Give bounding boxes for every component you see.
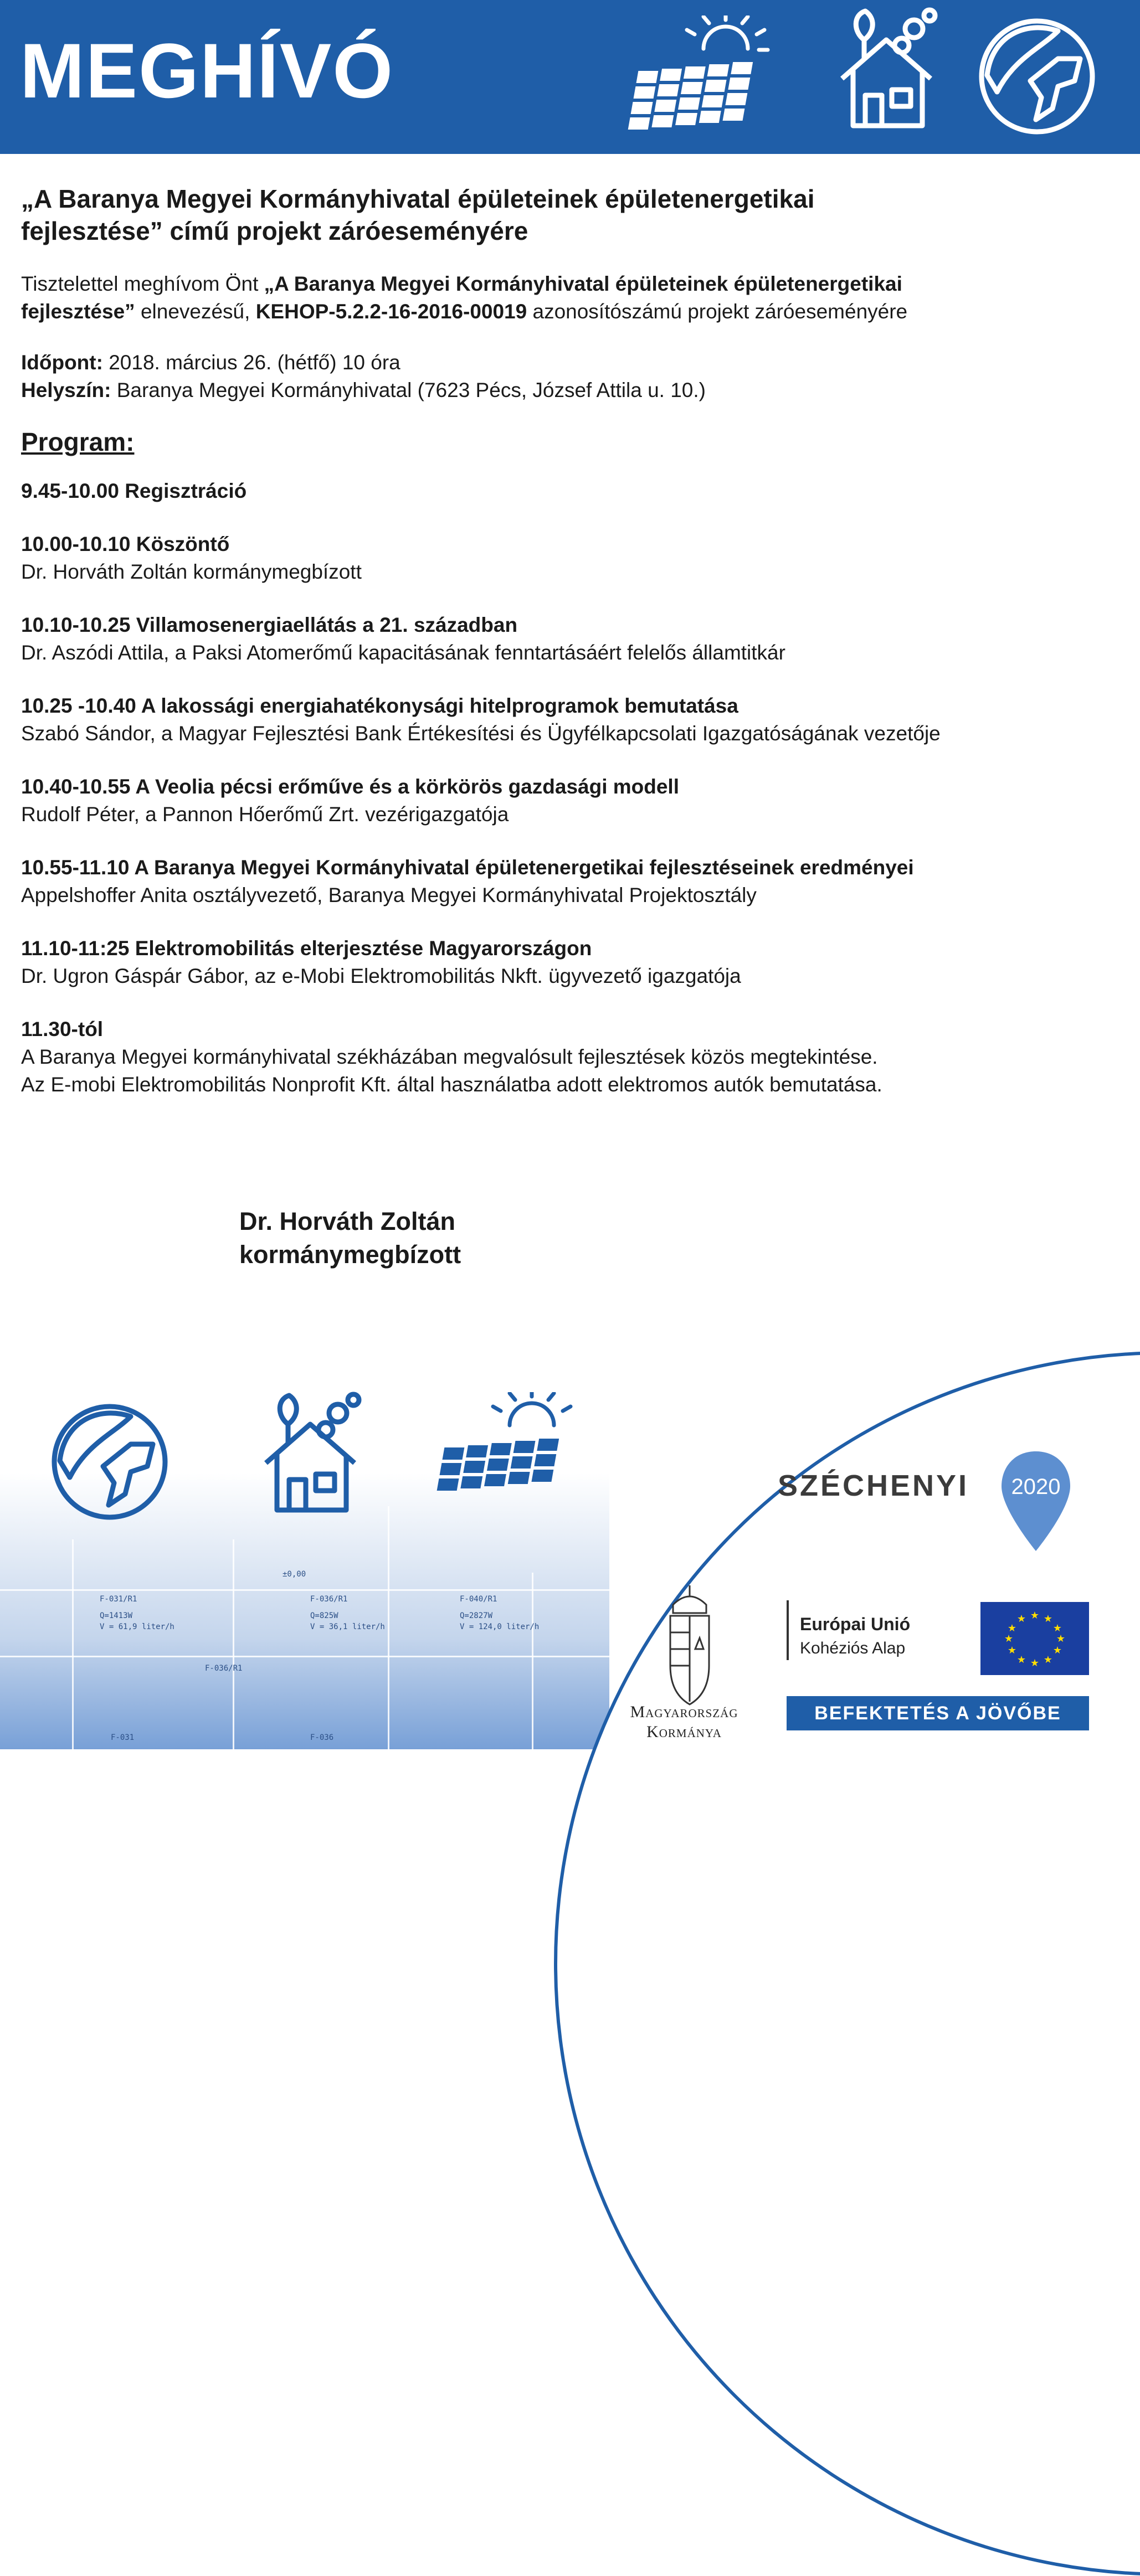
program-item-speaker: Appelshoffer Anita osztályvezető, Baranya Megyei Kormányhivatal Projektosztály (21, 884, 757, 906)
svg-text:★: ★ (1016, 1613, 1026, 1625)
blueprint-label: F-031/R1 (100, 1595, 137, 1604)
svg-text:★: ★ (1056, 1633, 1066, 1645)
svg-text:★: ★ (1043, 1613, 1053, 1625)
event-title-line1: „A Baranya Megyei Kormányhivatal épületeinek épületenergetikai (21, 184, 815, 213)
svg-text:★: ★ (1030, 1657, 1040, 1669)
signature-role: kormánymegbízott (239, 1240, 461, 1269)
svg-text:★: ★ (1052, 1622, 1062, 1634)
blueprint-label: F-036/R1 (205, 1664, 243, 1673)
slogan-banner: BEFEKTETÉS A JÖVŐBE (787, 1696, 1089, 1730)
eu-text-line2: Kohéziós Alap (800, 1639, 906, 1657)
blueprint-label: ±0,00 (283, 1570, 306, 1579)
program-item-speaker: Dr. Aszódi Attila, a Paksi Atomerőmű kapacitásának fenntartásáért felelős államtitkár (21, 641, 785, 664)
svg-text:★: ★ (1030, 1610, 1040, 1621)
blueprint-label: V = 36,1 liter/h (310, 1622, 385, 1631)
intro-mid: elnevezésű, (135, 300, 256, 323)
page-title: MEGHÍVÓ (20, 27, 394, 114)
svg-text:★: ★ (1007, 1645, 1017, 1656)
blueprint-label: F-036/R1 (310, 1595, 348, 1604)
program-list (21, 477, 1118, 1099)
blueprint-label: F-031 (111, 1733, 135, 1742)
blueprint-label: F-040/R1 (460, 1595, 497, 1604)
program-item-title: 11.30-tól (21, 1018, 104, 1040)
szechenyi-year: 2020 (1011, 1475, 1061, 1499)
government-logo-text (615, 1703, 753, 1762)
szechenyi-2020-pin-logo (997, 1449, 1075, 1554)
intro-project-name-line1: „A Baranya Megyei Kormányhivatal épületeinek épületenergetikai (264, 272, 902, 295)
program-item-speaker: Dr. Ugron Gáspár Gábor, az e-Mobi Elektromobilitás Nkft. ügyvezető igazgatója (21, 965, 741, 987)
program-item-title: 11.10-11:25 Elektromobilitás elterjesztése Magyarországon (21, 937, 592, 960)
intro-suffix: azonosítószámú projekt záróeseményére (527, 300, 908, 323)
date-value: 2018. március 26. (hétfő) 10 óra (102, 351, 400, 374)
hungarian-coat-of-arms-logo (662, 1583, 717, 1715)
place-value: Baranya Megyei Kormányhivatal (7623 Pécs, József Attila u. 10.) (111, 379, 706, 401)
gov-line2: Kormánya (646, 1723, 722, 1741)
date-label: Időpont: (21, 351, 103, 374)
program-item-desc: A Baranya Megyei kormányhivatal székházában megvalósult fejlesztések közös megtekintése. (21, 1045, 878, 1068)
program-item-title: 9.45-10.00 Regisztráció (21, 480, 247, 502)
divider (787, 1600, 789, 1660)
blueprint-label: Q=2827W (460, 1611, 493, 1620)
program-item-desc: Az E-mobi Elektromobilitás Nonprofit Kft. által használatba adott elektromos autók bemutatása. (21, 1073, 882, 1096)
program-item-title: 10.55-11.10 A Baranya Megyei Kormányhivatal épületenergetikai fejlesztéseinek eredményei (21, 856, 914, 879)
blueprint-label: F-036 (310, 1733, 334, 1742)
eco-house-icon (255, 1391, 366, 1518)
svg-text:★: ★ (1004, 1633, 1014, 1645)
event-details (21, 349, 1118, 404)
program-item (21, 477, 1118, 505)
szechenyi-logo-text: SZÉCHENYI (778, 1469, 969, 1502)
program-item-speaker: Rudolf Péter, a Pannon Hőerőmű Zrt. vezérigazgatója (21, 803, 509, 826)
program-item (21, 935, 1118, 990)
program-item-speaker: Szabó Sándor, a Magyar Fejlesztési Bank Értékesítési és Ügyfélkapcsolati Igazgatóságának vezetője (21, 722, 941, 745)
solar-panel-icon (432, 1392, 576, 1519)
place-label: Helyszín: (21, 379, 111, 401)
solar-panel-icon (626, 16, 770, 143)
svg-text:★: ★ (1043, 1654, 1053, 1666)
program-item (21, 854, 1118, 909)
intro-prefix: Tisztelettel meghívom Önt (21, 272, 264, 295)
invitation-body (21, 183, 1118, 1099)
event-place (21, 377, 1118, 404)
project-code: KEHOP-5.2.2-16-2016-00019 (255, 300, 527, 323)
header-banner (0, 0, 1140, 154)
intro-paragraph (21, 270, 1118, 326)
eu-text-line1: Európai Unió (800, 1614, 911, 1634)
program-item (21, 773, 1118, 828)
eco-house-icon (831, 7, 942, 134)
program-item-speaker: Dr. Horváth Zoltán kormánymegbízott (21, 560, 362, 583)
signature (239, 1205, 461, 1271)
program-item-title: 10.00-10.10 Köszöntő (21, 533, 230, 555)
program-heading: Program: (21, 427, 135, 456)
blueprint-label: Q=825W (310, 1611, 338, 1620)
gov-line1: Magyarország (630, 1703, 738, 1721)
program-item-title: 10.10-10.25 Villamosenergiaellátás a 21. században (21, 614, 518, 636)
blueprint-label: Q=1413W (100, 1611, 133, 1620)
blueprint-label: V = 124,0 liter/h (460, 1622, 540, 1631)
svg-text:★: ★ (1052, 1645, 1062, 1656)
program-item (21, 611, 1118, 667)
event-title (21, 183, 1118, 247)
program-item (21, 1016, 1118, 1099)
program-item-title: 10.25 -10.40 A lakossági energiahatékonysági hitelprogramok bemutatása (21, 694, 738, 717)
leaf-globe-icon (975, 14, 1097, 136)
signature-name: Dr. Horváth Zoltán (239, 1207, 456, 1235)
intro-project-name-line2: fejlesztése” (21, 300, 135, 323)
blueprint-label: V = 61,9 liter/h (100, 1622, 174, 1631)
program-item (21, 692, 1118, 748)
eu-flag-icon (980, 1602, 1089, 1675)
event-date (21, 349, 1118, 377)
event-title-line2: fejlesztése” című projekt záróeseményére (21, 217, 528, 245)
svg-text:★: ★ (1007, 1622, 1017, 1634)
svg-text:★: ★ (1016, 1654, 1026, 1666)
program-item-title: 10.40-10.55 A Veolia pécsi erőműve és a körkörös gazdasági modell (21, 775, 679, 798)
program-item (21, 530, 1118, 586)
leaf-globe-icon (48, 1400, 170, 1522)
